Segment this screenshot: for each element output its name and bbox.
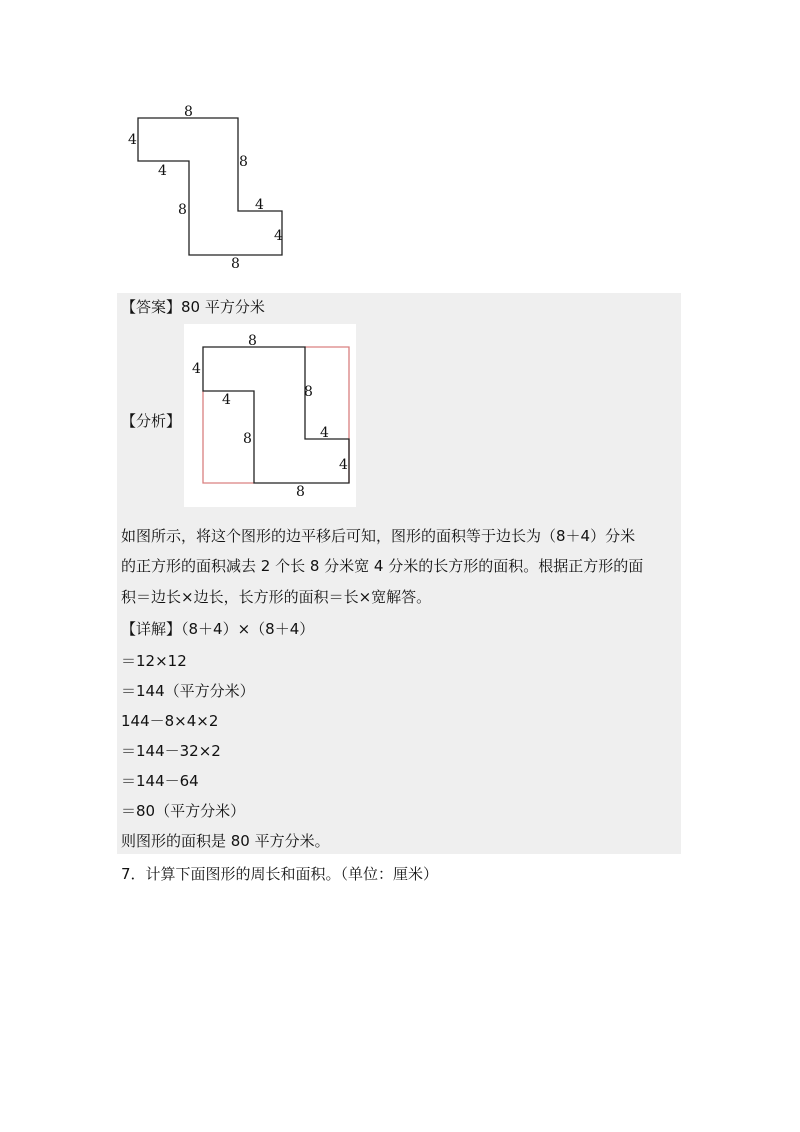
detail-step: ＝80（平方分米） <box>121 802 246 820</box>
label-right-end: 4 <box>274 228 283 244</box>
label-inner-vertical: 8 <box>243 431 252 447</box>
analysis-text-line: 的正方形的面积减去 2 个长 8 分米宽 4 分米的长方形的面积。根据正方形的面 <box>121 557 644 575</box>
detail-line <box>121 619 314 639</box>
detail-first-step: （8＋4）×（8＋4） <box>181 620 315 638</box>
detail-step: 144－8×4×2 <box>121 712 219 730</box>
label-right-vertical: 8 <box>304 384 313 400</box>
analysis-text-line: 积＝边长×边长，长方形的面积＝长×宽解答。 <box>121 588 432 606</box>
detail-step: ＝12×12 <box>121 652 187 670</box>
label-right-end: 4 <box>339 457 348 473</box>
answer-value: 80 平方分米 <box>181 298 265 316</box>
label-right-vertical: 8 <box>239 154 248 170</box>
label-top: 8 <box>248 333 257 349</box>
detail-label: 【详解】 <box>121 620 182 638</box>
detail-step: ＝144（平方分米） <box>121 682 255 700</box>
analysis-figure <box>184 324 356 507</box>
analysis-shape-outline <box>203 347 349 483</box>
label-inner-step: 4 <box>158 163 167 179</box>
detail-step: ＝144－64 <box>121 772 199 790</box>
label-top: 8 <box>184 104 193 120</box>
question-7: 7．计算下面图形的周长和面积。（单位：厘米） <box>121 865 439 883</box>
label-bottom: 8 <box>231 256 240 268</box>
label-inner-vertical: 8 <box>178 202 187 218</box>
z-shape-figure <box>120 98 300 268</box>
answer-label: 【答案】 <box>121 298 182 316</box>
z-shape-outline <box>138 118 282 255</box>
answer-line <box>121 297 265 317</box>
label-inner-step: 4 <box>222 392 231 408</box>
detail-step: ＝144－32×2 <box>121 742 221 760</box>
analysis-text-line: 如图所示，将这个图形的边平移后可知，图形的面积等于边长为（8＋4）分米 <box>121 527 636 545</box>
analysis-label: 【分析】 <box>121 412 182 430</box>
label-left: 4 <box>192 361 201 377</box>
detail-conclusion: 则图形的面积是 80 平方分米。 <box>121 832 330 850</box>
label-bottom: 8 <box>296 484 305 500</box>
label-right-step: 4 <box>255 197 264 213</box>
label-right-step: 4 <box>320 425 329 441</box>
label-left: 4 <box>128 132 137 148</box>
